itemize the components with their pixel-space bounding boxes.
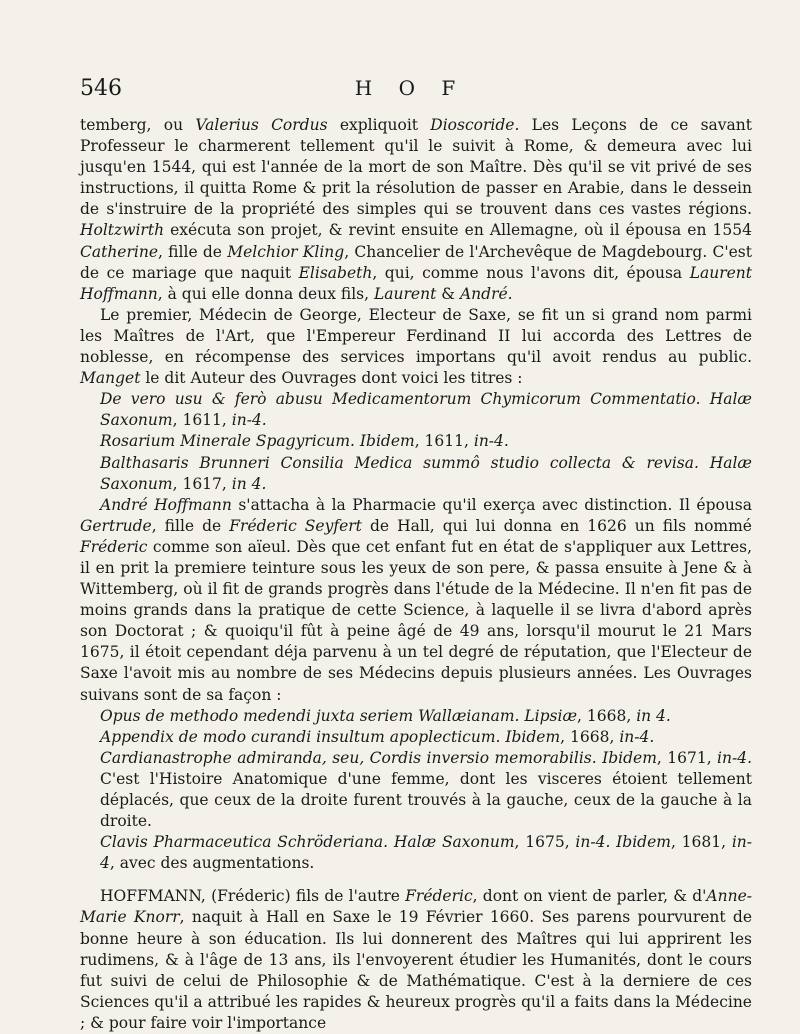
- text-run: s'attacha à la Pharmacie qu'il exerça avec distinction. Il épousa: [231, 495, 753, 514]
- italic-text: in 4.: [636, 706, 671, 725]
- italic-text: in-4.: [473, 432, 509, 451]
- text-run: , 1617,: [172, 474, 232, 493]
- text-run: HOFFMANN, (Fréderic) fils de l'autre: [100, 887, 406, 906]
- text-run: , qui, comme nous l'avons dit, épousa: [372, 263, 690, 282]
- paragraph: [80, 305, 752, 389]
- bibliography-entry: [80, 748, 752, 832]
- italic-text: in-4: [100, 833, 752, 873]
- text-run: , 1668,: [560, 727, 620, 746]
- italic-text: André.: [459, 284, 513, 303]
- italic-text: Manget: [80, 369, 141, 388]
- text-run: expliquoit: [327, 116, 431, 134]
- italic-text: Laurent: [374, 284, 437, 303]
- italic-text: Holtzwirth: [80, 221, 165, 240]
- page-body: [80, 115, 752, 1034]
- text-run: exécuta son projet, & revint ensuite en Allemagne, où il épousa en 1554: [164, 221, 752, 240]
- italic-text: Elisabeth: [298, 263, 373, 282]
- italic-text: Cardianastrophe admiranda, seu, Cordis inversio memorabilis. Ibidem: [100, 748, 657, 767]
- italic-text: Clavis Pharmaceutica Schröderiana. Halæ Saxonum: [100, 833, 515, 852]
- text-run: le dit Auteur des Ouvrages dont voici les titres :: [140, 369, 523, 388]
- italic-text: Dioscoride.: [430, 116, 520, 134]
- italic-text: Fréderic: [405, 887, 473, 906]
- italic-text: Fréderic Seyfert: [229, 516, 362, 535]
- text-run: , avec des augmentations.: [109, 854, 315, 873]
- italic-text: in-4. Ibidem: [575, 833, 671, 852]
- italic-text: Laurent Hoffmann: [80, 263, 752, 303]
- text-run: , 1671,: [656, 748, 718, 767]
- italic-text: Anne-Marie Knorr: [80, 887, 752, 927]
- text-run: , naquit à Hall en Saxe le 19 Février 1660. Ses parens pourvurent de bonne heure à son éducation. Ils lui donnerent des Maîtres qui lui apprirent les rudimens, & à l'âge de 13 ans, ils l'envoyerent étudier les Humanités, dont le cours fut suivi de celui de Philosophie & de Mathématique. C'est à la derniere de ces Sciences qu'il a attribué les rapides & heureux progrès qu'il a faits dans la Médecine ; & pour faire voir l'importance: [80, 908, 752, 1032]
- page-header: [80, 76, 740, 106]
- italic-text: Fréderic: [80, 537, 148, 556]
- text-run: Les Leçons de ce savant Professeur le charmerent tellement qu'il le suivit à Rome, & demeura avec lui jusqu'en 1544, qui est l'année de la mort de son Maître. Dès qu'il se vit privé de ses instructions, il quitta Rome & prit la résolution de passer en Arabie, dans le dessein de s'instruire de la propriété des simples qui se trouvent dans ces vastes régions.: [80, 116, 752, 219]
- text-run: , fille de: [158, 242, 228, 261]
- text-run: de Hall, qui lui donna en 1626 un fils nommé: [361, 516, 752, 535]
- text-run: , 1611,: [172, 411, 232, 430]
- italic-text: Gertrude: [80, 516, 152, 535]
- text-run: , 1681,: [670, 833, 732, 852]
- italic-text: Appendix de modo curandi insultum apoplecticum. Ibidem: [100, 727, 561, 746]
- italic-text: De vero usu & ferò abusu Medicamentorum Chymicorum Commentatio. Halæ Saxonum: [100, 390, 752, 430]
- paragraph-gap: [80, 874, 752, 886]
- bibliography-entry: [80, 727, 752, 748]
- italic-text: Rosarium Minerale Spagyricum. Ibidem: [100, 432, 415, 451]
- paragraph: [80, 115, 752, 305]
- page-number: 546: [80, 76, 122, 101]
- text-run: , 1675,: [514, 833, 576, 852]
- bibliography-entry: [80, 389, 752, 431]
- italic-text: Catherine: [80, 242, 159, 261]
- italic-text: Opus de methodo medendi juxta seriem Wallæianam. Lipsiæ: [100, 706, 578, 725]
- italic-text: Balthasaris Brunneri Consilia Medica summô studio collecta & revisa. Halæ Saxonum: [100, 453, 752, 493]
- bibliography-entry: [80, 431, 752, 452]
- paragraph: [80, 886, 752, 1034]
- text-run: , à qui elle donna deux fils,: [157, 284, 374, 303]
- italic-text: in 4.: [231, 474, 267, 493]
- text-run: , Chancelier de l'Archevêque de Magdebourg. C'est de ce mariage que naquit: [80, 242, 752, 282]
- text-run: temberg, ou: [80, 116, 196, 134]
- bibliography-entry: [80, 453, 752, 495]
- italic-text: in-4.: [619, 727, 655, 746]
- text-run: , 1611,: [414, 432, 474, 451]
- text-run: &: [436, 284, 460, 303]
- text-run: , fille de: [151, 516, 230, 535]
- italic-text: Melchior Kling: [227, 242, 345, 261]
- bibliography-entry: [80, 832, 752, 874]
- italic-text: in-4.: [717, 748, 753, 767]
- paragraph: [80, 495, 752, 706]
- italic-text: Valerius Cordus: [195, 116, 328, 134]
- text-run: , dont on vient de parler, & d': [472, 887, 707, 906]
- text-run: Le premier, Médecin de George, Electeur de Saxe, se fit un si grand nom parmi les Maîtres de l'Art, que l'Empereur Ferdinand II lui accorda des Lettres de noblesse, en récompense des services importans qu'il avoit rendus au public.: [80, 305, 752, 367]
- italic-text: in-4.: [231, 411, 267, 430]
- text-run: C'est l'Histoire Anatomique d'une femme, dont les visceres étoient tellement déplacés, que ceux de la droite furent trouvés à la gauche, ceux de la gauche à la droite.: [100, 769, 752, 831]
- text-run: , 1668,: [577, 706, 637, 725]
- running-head: H O F: [354, 76, 466, 100]
- text-run: comme son aïeul. Dès que cet enfant fut en état de s'appliquer aux Lettres, il en prit la premiere teinture sous les yeux de son pere, & passa ensuite à Jene & à Wittemberg, où il fit de grands progrès dans l'étude de la Médecine. Il n'en fit pas de moins grands dans la pratique de cette Science, à laquelle il se livra d'abord après son Doctorat ; & quoiqu'il fût à peine âgé de 49 ans, lorsqu'il mourut le 21 Mars 1675, il étoit cependant déja parvenu à un tel degré de réputation, que l'Electeur de Saxe l'avoit mis au nombre de ses Médecins depuis plusieurs années. Les Ouvrages suivans sont de sa façon :: [80, 537, 752, 704]
- italic-text: André Hoffmann: [100, 495, 232, 514]
- bibliography-entry: [80, 706, 752, 727]
